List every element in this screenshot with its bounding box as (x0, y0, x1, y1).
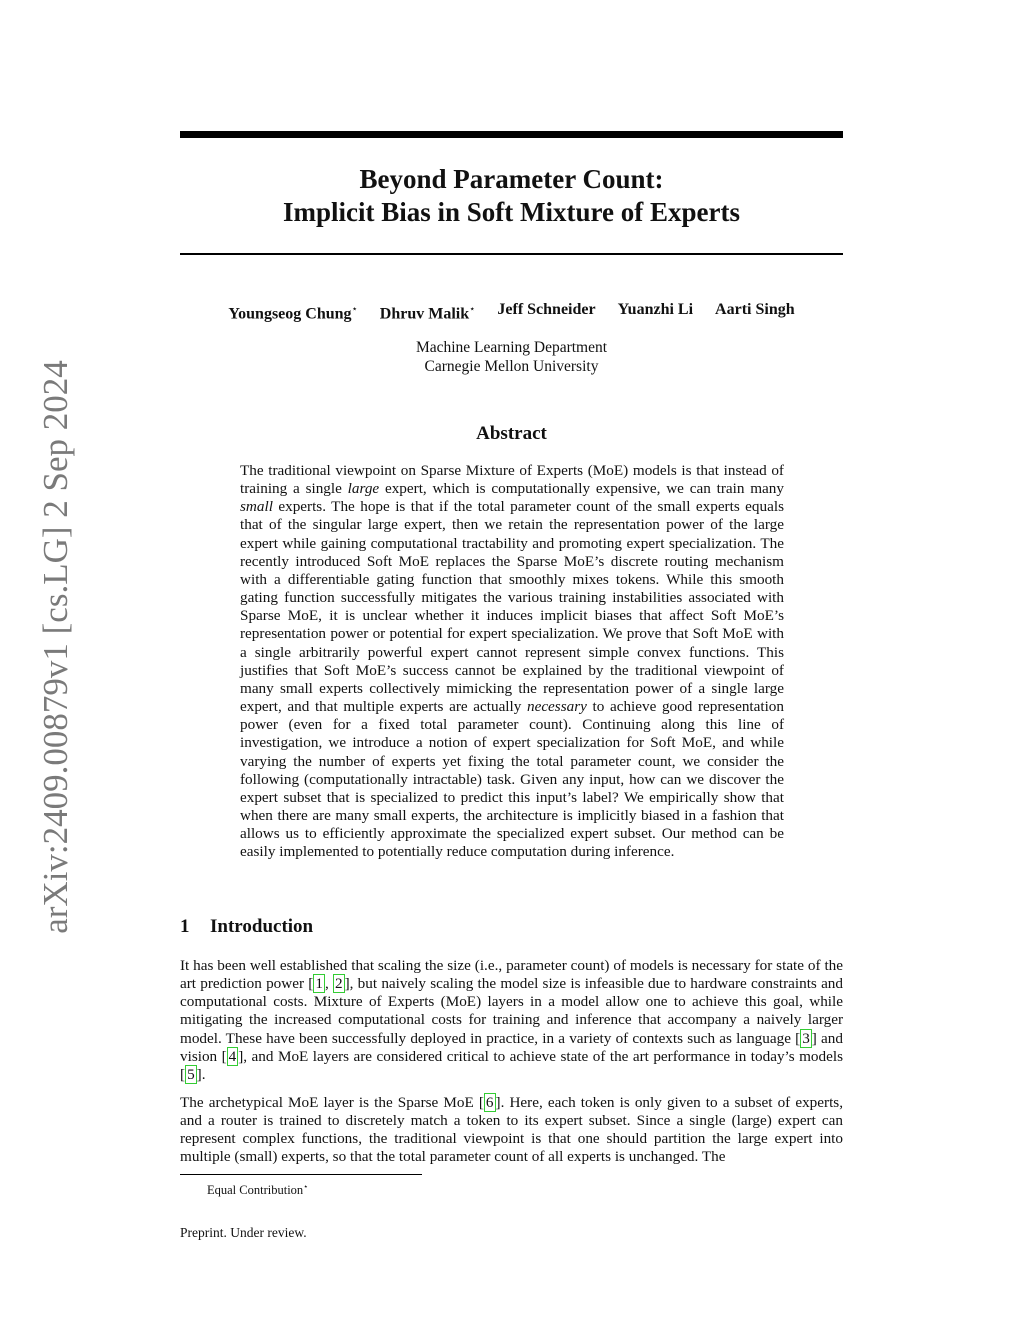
citation-link[interactable]: 3 (802, 1029, 810, 1047)
equal-contribution-mark: ⋆ (303, 1182, 309, 1191)
title-line-2: Implicit Bias in Soft Mixture of Experts (283, 197, 740, 227)
intro-paragraph-1: It has been well established that scaling the size (i.e., parameter count) of models is necessary for state of the art prediction power [ 1 , 2 ], but naively scaling the model size is infeasible due to hardware constraints and computational costs. Mixture of Experts (MoE) layers in a model allow one to achieve this goal, while mitigating the increased computational costs for training and inference that accompany a naively larger model. These have been successfully deployed in practice, in a variety of contexts such as language [ 3 ] and vision [ 4 ], and MoE layers are considered critical to achieve state of the art performance in today’s models [ 5 ]. (180, 957, 843, 1083)
university: Carnegie Mellon University (424, 358, 599, 375)
author-list (180, 300, 843, 324)
citation-link[interactable]: 1 (315, 975, 323, 993)
abstract-body: The traditional viewpoint on Sparse Mixture of Experts (MoE) models is that instead of training a single large expert, which is computationally expensive, we can train many small experts. The hope is that if the total parameter count of the small experts equals that of the singular large expert, then we retain the representation power of the large expert while gaining computational tractability and promoting expert specialization. The recently introduced Soft MoE replaces the Sparse MoE’s discrete routing mechanism with a differentiable gating function that smoothly mixes tokens. While this smooth gating function successfully mitigates the various training instabilities associated with Sparse MoE, it is unclear whether it induces implicit biases that affect Soft MoE’s representation power or potential for expert specialization. We prove that Soft MoE with a single arbitrarily powerful expert cannot represent simple convex functions. This justifies that Soft MoE’s success cannot be explained by the traditional viewpoint of many small experts collectively mimicking the representation power of a single large expert, and that multiple experts are actually necessary to achieve good representation power (even for a fixed total parameter count). Continuing along this line of investigation, we introduce a notion of expert specialization for Soft MoE, and while varying the number of experts yet fixing the total parameter count, we consider the following (computationally intractable) task. Given any input, how can we discover the expert subset that is specialized to predict this input’s label? We empirically show that when there are many small experts, the architecture is implicitly biased in a fashion that allows us to efficiently approximate the specialized expert subset. Our method can be easily implemented to potentially reduce computation during inference. (240, 462, 784, 861)
section-heading-introduction (180, 915, 843, 938)
paper-title (180, 163, 843, 229)
author: Yuanzhi Li (617, 301, 694, 318)
title-top-rule (180, 131, 843, 138)
arxiv-sidebar-stamp: arXiv:2409.00879v1 [cs.LG] 2 Sep 2024 (36, 360, 75, 934)
author: Youngseog Chung⋆ (228, 304, 358, 323)
equal-contribution-mark: ⋆ (351, 304, 358, 315)
citation-link[interactable]: 2 (334, 975, 343, 993)
section-title: Introduction (210, 916, 314, 937)
preprint-notice: Preprint. Under review. (180, 1225, 307, 1240)
citation-link[interactable]: 6 (485, 1094, 494, 1111)
affiliation (180, 338, 843, 376)
footnote-rule (180, 1174, 422, 1175)
footnote: Equal Contribution⋆ (207, 1182, 309, 1198)
title-bottom-rule (180, 253, 843, 255)
equal-contribution-mark: ⋆ (469, 304, 476, 315)
abstract-heading: Abstract (476, 423, 547, 444)
section-number: 1 (180, 916, 190, 937)
citation-link[interactable]: 5 (187, 1065, 195, 1083)
department: Machine Learning Department (415, 339, 608, 356)
author: Dhruv Malik⋆ (379, 304, 476, 323)
citation-link[interactable]: 4 (228, 1047, 237, 1065)
author: Jeff Schneider (497, 301, 596, 318)
author: Aarti Singh (715, 301, 795, 318)
title-line-1: Beyond Parameter Count: (359, 164, 664, 194)
intro-paragraph-2: The archetypical MoE layer is the Sparse MoE [ 6 ]. Here, each token is only given to a subset of experts, and a router is trained to discretely match a token to its expert subset. Since a single (large) expert can represent complex functions, the traditional viewpoint is that one should partition the large expert into multiple (small) experts, so that the total parameter count of all experts is unchanged. The (180, 1094, 843, 1166)
